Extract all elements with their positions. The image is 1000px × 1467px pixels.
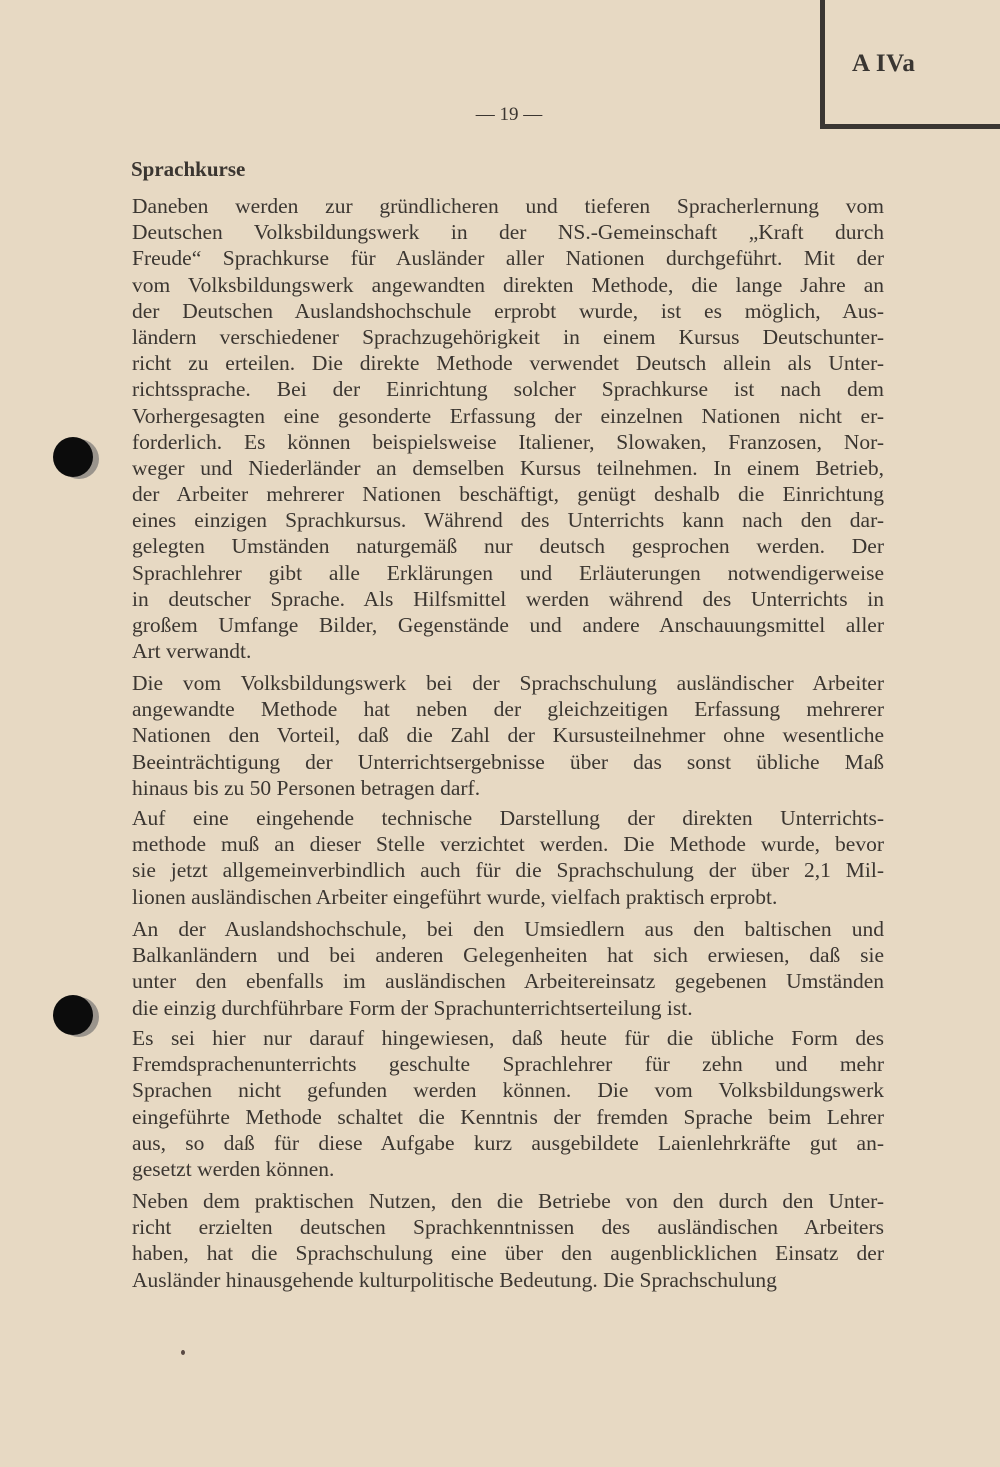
paragraph xyxy=(132,193,884,664)
text-line: vom Volksbildungswerk angewandten direkten Methode, die lange Jahre an xyxy=(132,272,884,297)
paragraph xyxy=(132,805,884,910)
text-line: ländern verschiedener Sprachzugehörigkeit in einem Kursus Deutschunter- xyxy=(132,324,884,349)
paragraph xyxy=(132,670,884,801)
text-line: der Deutschen Auslandshochschule erprobt wurde, ist es möglich, Aus- xyxy=(132,298,884,323)
text-line: in deutscher Sprache. Als Hilfsmittel werden während des Unterrichts in xyxy=(132,586,884,611)
section-heading: Sprachkurse xyxy=(131,157,246,181)
text-line: Balkanländern und bei anderen Gelegenheiten hat sich erwiesen, daß sie xyxy=(132,943,884,968)
text-line: Daneben werden zur gründlicheren und tieferen Spracherlernung vom xyxy=(132,194,884,218)
text-line: großem Umfange Bilder, Gegenstände und andere Anschauungsmittel aller xyxy=(132,613,884,637)
text-line: eines einzigen Sprachkursus. Während des Unterrichts kann nach den dar- xyxy=(132,508,884,533)
text-line: Fremdsprachenunterrichts geschulte Sprachlehrer für zehn und mehr xyxy=(132,1052,884,1077)
text-line: Deutschen Volksbildungswerk in der NS.-Gemeinschaft „Kraft durch xyxy=(132,220,884,245)
paragraph xyxy=(132,916,884,1021)
text-line: gesetzt werden können. xyxy=(132,1156,335,1181)
section-code: A IVa xyxy=(852,50,916,77)
text-line: gelegten Umständen naturgemäß nur deutsch gesprochen werden. Der xyxy=(132,534,884,559)
text-line: Freude“ Sprachkurse für Ausländer aller Nationen durchgeführt. Mit der xyxy=(132,246,884,271)
text-line: eingeführte Methode schaltet die Kenntnis der fremden Sprache beim Lehrer xyxy=(132,1104,884,1129)
text-line: An der Auslandshochschule, bei den Umsiedlern aus den baltischen und xyxy=(132,917,884,941)
text-line: unter den ebenfalls im ausländischen Arbeitereinsatz gegebenen Umständen xyxy=(132,969,884,994)
text-line: angewandte Methode hat neben der gleichzeitigen Erfassung mehrerer xyxy=(132,697,884,722)
text-line: Nationen den Vorteil, daß die Zahl der Kursusteilnehmer ohne wesentliche xyxy=(132,723,884,748)
text-line: richt erzielten deutschen Sprachkenntnissen des ausländischen Arbeiters xyxy=(132,1215,884,1240)
text-line: sie jetzt allgemeinverbindlich auch für die Sprachschulung der über 2,1 Mil- xyxy=(132,858,884,883)
text-line: richtssprache. Bei der Einrichtung solcher Sprachkurse ist nach dem xyxy=(132,377,884,402)
text-line: Vorhergesagten eine gesonderte Erfassung der einzelnen Nationen nicht er- xyxy=(132,403,884,428)
text-line: haben, hat die Sprachschulung eine über den augenblicklichen Einsatz der xyxy=(132,1241,884,1266)
text-line: Es sei hier nur darauf hingewiesen, daß heute für die übliche Form des xyxy=(132,1026,884,1050)
text-line: Ausländer hinausgehende kulturpolitische Bedeutung. Die Sprachschulung xyxy=(132,1267,777,1292)
punch-hole xyxy=(53,995,93,1035)
paragraph xyxy=(132,1025,884,1182)
text-line: Beeinträchtigung der Unterrichtsergebnisse über das sonst übliche Maß xyxy=(132,749,884,774)
text-line: Die vom Volksbildungswerk bei der Sprachschulung ausländischer Arbeiter xyxy=(132,671,884,695)
text-line: aus, so daß für diese Aufgabe kurz ausgebildete Laienlehrkräfte gut an- xyxy=(132,1130,884,1155)
paper-speck xyxy=(181,1350,185,1355)
text-line: hinaus bis zu 50 Personen betragen darf. xyxy=(132,775,481,800)
text-line: Neben dem praktischen Nutzen, den die Betriebe von den durch den Unter- xyxy=(132,1189,884,1213)
paragraph xyxy=(132,1188,884,1293)
text-line: weger und Niederländer an demselben Kursus teilnehmen. In einem Betrieb, xyxy=(132,455,884,480)
text-line: richt zu erteilen. Die direkte Methode verwendet Deutsch allein als Unter- xyxy=(132,351,884,376)
text-line: methode muß an dieser Stelle verzichtet werden. Die Methode wurde, bevor xyxy=(132,832,884,857)
text-line: Sprachen nicht gefunden werden können. Die vom Volksbildungswerk xyxy=(132,1078,884,1103)
text-line: Sprachlehrer gibt alle Erklärungen und Erläuterungen notwendigerweise xyxy=(132,560,884,585)
text-line: Auf eine eingehende technische Darstellung der direkten Unterrichts- xyxy=(132,806,884,830)
text-line: lionen ausländischen Arbeiter eingeführt wurde, vielfach praktisch erprobt. xyxy=(132,884,778,909)
punch-hole xyxy=(53,437,93,477)
text-line: forderlich. Es können beispielsweise Italiener, Slowaken, Franzosen, Nor- xyxy=(132,429,884,454)
text-line: die einzig durchführbare Form der Sprachunterrichtserteilung ist. xyxy=(132,995,693,1020)
text-line: Art verwandt. xyxy=(132,639,252,664)
text-line: der Arbeiter mehrerer Nationen beschäftigt, genügt deshalb die Einrichtung xyxy=(132,482,884,507)
page-number: — 19 — xyxy=(475,104,543,125)
